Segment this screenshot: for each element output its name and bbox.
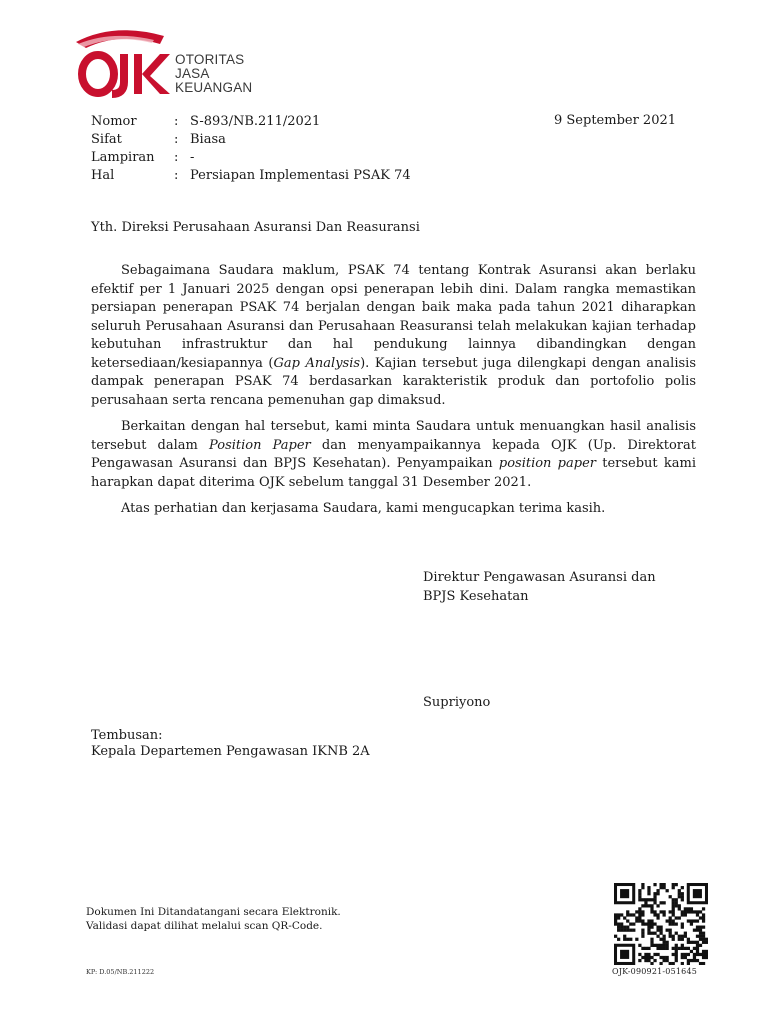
- meta-label: Hal: [91, 168, 115, 183]
- carbon-copy: [91, 728, 370, 760]
- logo-line-2: JASA: [175, 66, 210, 81]
- addressee: Yth. Direksi Perusahaan Asuransi Dan Reasuransi: [91, 220, 420, 235]
- e-signature-note: [86, 906, 341, 933]
- logo-line-1: OTORITAS: [175, 52, 245, 67]
- meta-value: Biasa: [190, 132, 226, 147]
- meta-row-hal: [91, 167, 411, 186]
- letter-date: 9 September 2021: [554, 113, 677, 128]
- meta-row-lampiran: [91, 149, 194, 168]
- meta-label: Nomor: [91, 114, 137, 129]
- meta-sep: :: [174, 114, 179, 129]
- signatory-title-line-1: Direktur Pengawasan Asuransi dan: [423, 570, 656, 585]
- cc-label: Tembusan:: [91, 728, 163, 743]
- meta-value: Persiapan Implementasi PSAK 74: [190, 168, 411, 183]
- qr-code-icon: [614, 883, 708, 965]
- meta-sep: :: [174, 132, 179, 147]
- document-code: KP: D.05/NB.211222: [86, 968, 155, 976]
- meta-sep: :: [174, 168, 179, 183]
- meta-row-sifat: [91, 131, 226, 150]
- meta-row-nomor: [91, 113, 320, 132]
- e-signature-note-line-2: Validasi dapat dilihat melalui scan QR-Code.: [86, 919, 323, 932]
- qr-code-graphic: [614, 883, 708, 965]
- signatory-title: [423, 569, 656, 606]
- cc-value: Kepala Departemen Pengawasan IKNB 2A: [91, 744, 370, 759]
- ojk-logo: [64, 14, 304, 110]
- paragraph-3: Atas perhatian dan kerjasama Saudara, kami mengucapkan terima kasih.: [121, 501, 606, 516]
- logo-wordmark: [175, 53, 252, 95]
- logo-line-3: KEUANGAN: [175, 80, 253, 95]
- letter-body: [91, 262, 696, 527]
- paragraph-2: Berkaitan dengan hal tersebut, kami minta Saudara untuk menuangkan hasil analisis tersebut dalam Position Paper dan menyampaikannya kepada OJK (Up. Direktorat Pengawasan Asuransi dan BPJS Kesehatan). Penyampaikan position paper tersebut kami harapkan dapat diterima OJK sebelum tanggal 31 Desember 2021.: [91, 419, 696, 490]
- ojk-logo-mark: [64, 14, 174, 110]
- meta-label: Lampiran: [91, 150, 155, 165]
- meta-value: -: [190, 150, 195, 165]
- signatory-name: Supriyono: [423, 695, 491, 710]
- meta-value: S-893/NB.211/2021: [190, 114, 321, 129]
- qr-id: OJK-090921-051645: [612, 967, 698, 976]
- meta-sep: :: [174, 150, 179, 165]
- e-signature-note-line-1: Dokumen Ini Ditandatangani secara Elektronik.: [86, 906, 341, 918]
- meta-label: Sifat: [91, 132, 122, 147]
- signatory-title-line-2: BPJS Kesehatan: [423, 588, 529, 604]
- paragraph-1: Sebagaimana Saudara maklum, PSAK 74 tentang Kontrak Asuransi akan berlaku efektif per 1 Januari 2025 dengan opsi penerapan lebih dini. Dalam rangka memastikan persiapan penerapan PSAK 74 berjalan dengan baik maka pada tahun 2021 diharapkan seluruh Perusahaan Asuransi dan Perusahaan Reasuransi telah melakukan kajian terhadap kebutuhan infrastruktur dan hal pendukung lainnya dibandingkan dengan ketersediaan/kesiapannya (Gap Analysis). Kajian tersebut juga dilengkapi dengan analisis dampak penerapan PSAK 74 berdasarkan karakteristik produk dan portofolio polis perusahaan serta rencana pemenuhan gap dimaksud.: [91, 263, 696, 408]
